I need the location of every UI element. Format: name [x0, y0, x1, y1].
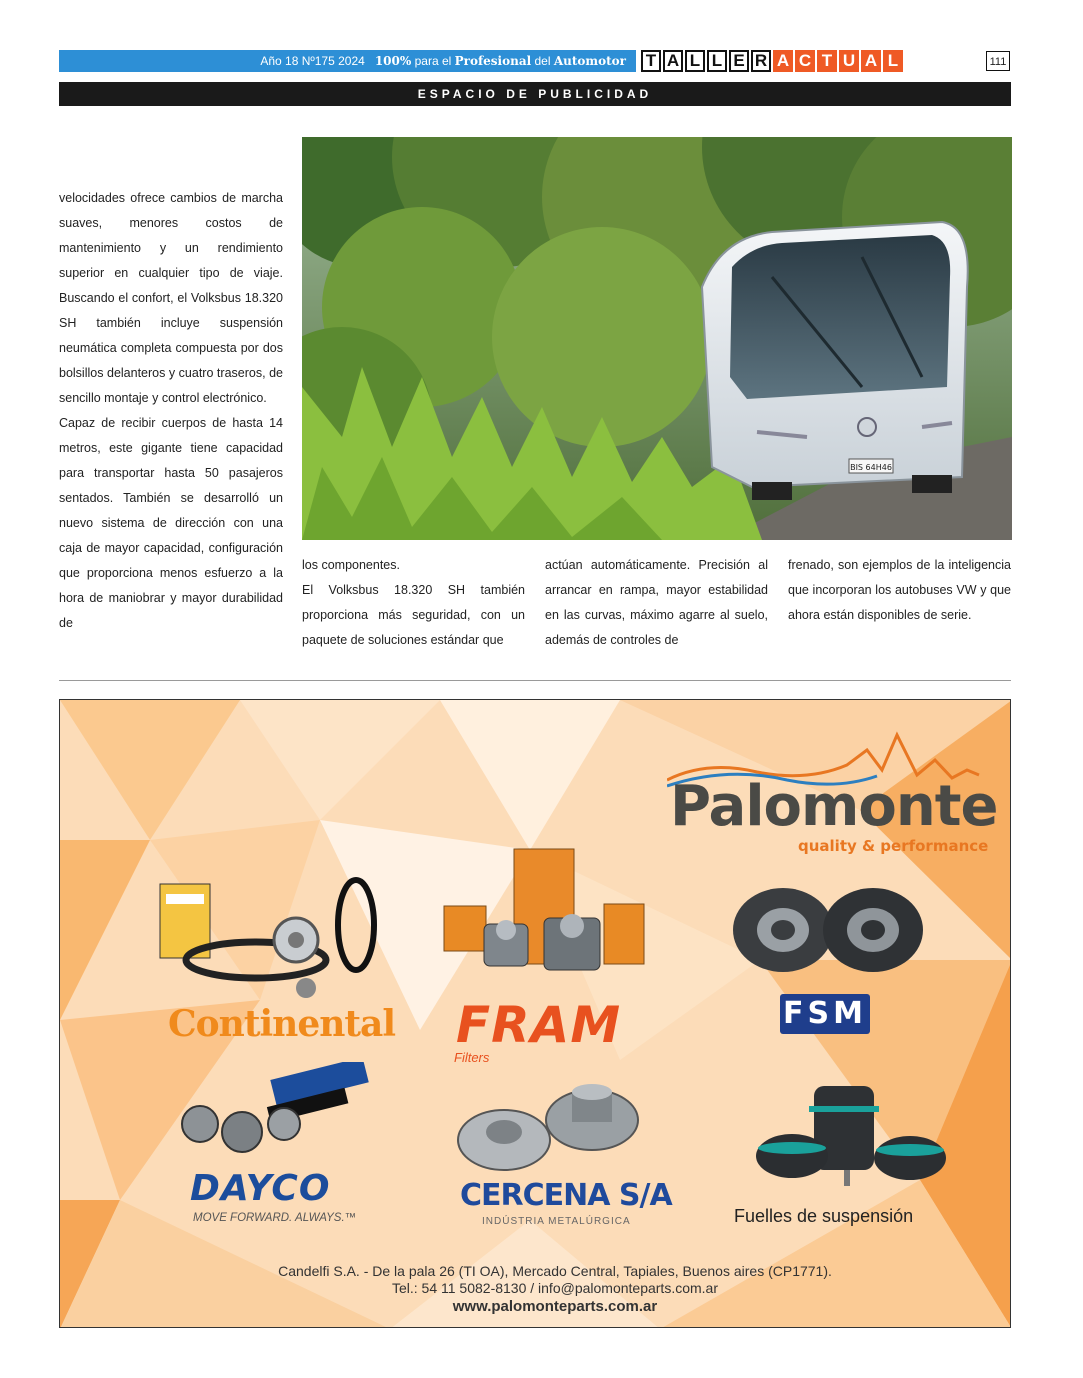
tagline-text-2: del: [531, 54, 554, 68]
address-line: Candelfi S.A. - De la pala 26 (TI OA), Mercado Central, Tapiales, Buenos aires (CP1771).: [278, 1263, 832, 1279]
article-column-2: [302, 553, 525, 653]
section-banner: ESPACIO DE PUBLICIDAD: [59, 82, 1011, 106]
fram-filters-label: Filters: [454, 1050, 490, 1065]
palomonte-brand-name: Palomonte: [670, 774, 998, 839]
logo-letter: L: [685, 50, 705, 72]
bus-photo-image: [302, 137, 1012, 540]
continental-logo: Continental: [168, 1003, 396, 1045]
cercena-subtitle: INDÚSTRIA METALÚRGICA: [482, 1216, 631, 1227]
article-paragraph: actúan automáticamente. Precisión al arrancar en rampa, mayor estabilidad en las curvas, máximo agarre al suelo, además de controles de: [545, 558, 768, 647]
logo-letter: L: [707, 50, 727, 72]
air-springs-icon: [754, 1078, 954, 1198]
issue-number: Año 18 Nº175 2024: [260, 54, 365, 68]
air-springs-label: Fuelles de suspensión: [734, 1206, 914, 1226]
tagline-text-1: para el: [411, 54, 455, 68]
palomonte-tagline: quality & performance: [798, 837, 989, 855]
brake-discs-hubs-icon: [454, 1082, 654, 1182]
tagline-bold-2: Automotor: [553, 54, 626, 68]
dayco-logo: DAYCO: [190, 1168, 331, 1209]
issue-header-bar: [59, 50, 636, 72]
divider-line: [59, 680, 1011, 681]
article-paragraph: velocidades ofrece cambios de marcha suaves, menores costos de mantenimiento y un rendimiento superior en cualquier tipo de viaje. Buscando el confort, el Volksbus 18.320 SH también incluye suspensión neumática completa compuesta por dos bolsillos delanteros y cuatro traseros, de sencillo montaje y control electrónico.: [59, 191, 283, 405]
article-paragraph: El Volksbus 18.320 SH también proporciona más seguridad, con un paquete de soluciones estándar que: [302, 583, 525, 647]
logo-letter: L: [883, 50, 903, 72]
license-plate: BIS 64H46: [850, 463, 892, 472]
logo-letter: A: [663, 50, 683, 72]
article-column-1: [59, 186, 283, 636]
logo-letter: T: [817, 50, 837, 72]
contact-block: [60, 1263, 1010, 1315]
phone-email-line: Tel.: 54 11 5082-8130 / info@palomonteparts.com.ar: [391, 1280, 719, 1296]
brake-drums-icon: [728, 880, 928, 980]
cercena-logo: CERCENA S/A: [460, 1178, 672, 1213]
logo-letter: U: [839, 50, 859, 72]
website-link[interactable]: www.palomonteparts.com.ar: [452, 1298, 658, 1315]
belts-tensioners-icon: [172, 1062, 372, 1162]
fram-logo: FRAM: [456, 996, 622, 1054]
logo-letter: C: [795, 50, 815, 72]
article-paragraph: Capaz de recibir cuerpos de hasta 14 metros, este gigante tiene capacidad para transportar hasta 50 pasajeros sentados. También se desarrolló un nuevo sistema de dirección con una caja de mayor capacidad, configuración que proporciona menos esfuerzo a la hora de maniobrar y mayor durabilidad de: [59, 416, 283, 630]
tagline-bold-1: Profesional: [454, 54, 532, 68]
palomonte-advertisement: [59, 699, 1011, 1328]
article-paragraph: los componentes.: [302, 558, 400, 572]
article-paragraph: frenado, son ejemplos de la inteligencia que incorporan los autobuses VW y que ahora están disponibles de serie.: [788, 558, 1011, 622]
tagline-percent: 100%: [374, 54, 412, 68]
article-column-3: [545, 553, 768, 653]
page-number: 111: [986, 51, 1010, 71]
fsm-logo: FSM: [780, 994, 870, 1034]
logo-letter: A: [773, 50, 793, 72]
logo-letter: A: [861, 50, 881, 72]
article-column-4: [788, 553, 1011, 628]
logo-letter: T: [641, 50, 661, 72]
oil-filters-icon: [434, 844, 654, 974]
dayco-tagline: MOVE FORWARD. ALWAYS.™: [193, 1212, 357, 1224]
timing-belt-kit-icon: [156, 870, 386, 1000]
magazine-logo: [641, 50, 903, 74]
logo-letter: R: [751, 50, 771, 72]
bus-photo: [302, 137, 1012, 540]
logo-letter: E: [729, 50, 749, 72]
